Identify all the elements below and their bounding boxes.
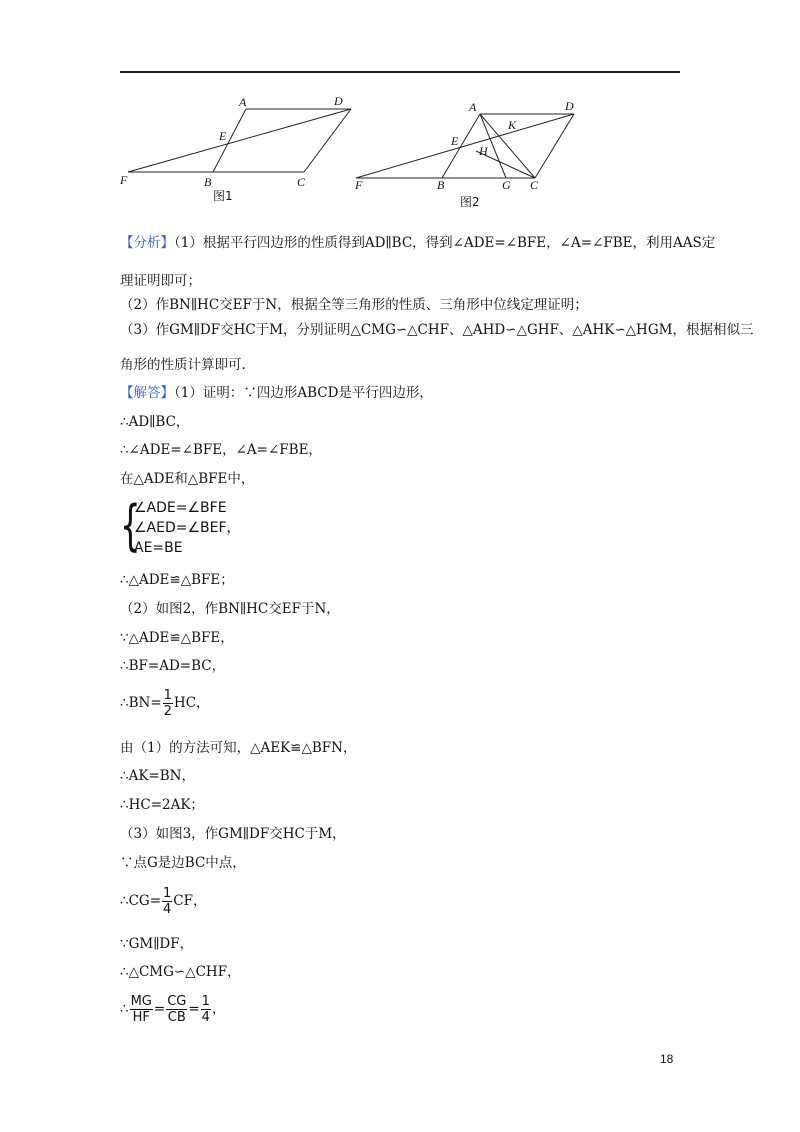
point-label-d: D: [334, 94, 343, 108]
system-row-2-text: ∠AED=∠BEF: [134, 520, 227, 536]
point-label-g: G: [502, 178, 511, 192]
point-label-c: C: [530, 178, 539, 192]
point-label-e: E: [219, 129, 227, 143]
cg-prefix: ∴CG=: [120, 893, 162, 909]
figure-2: [345, 92, 595, 212]
solution-line-1: [120, 384, 433, 402]
solution-tag: 【解答】: [120, 385, 174, 401]
ratio-suffix: ，: [211, 1001, 226, 1017]
figure-1-diagram: [115, 90, 355, 208]
system-row-1: ∠ADE=∠BFE: [134, 500, 227, 516]
fraction-one-half: [163, 688, 173, 719]
system-row-3: AE=BE: [134, 540, 183, 556]
analysis-line-2: 理证明即可；: [120, 273, 201, 289]
point-label-h: H: [479, 144, 488, 158]
fraction-numerator: 1: [163, 688, 172, 703]
solution-line-13: （3）如图3，作GM∥DF交HC于M，: [120, 826, 346, 842]
fraction-denominator: 4: [163, 902, 172, 917]
point-label-c: C: [297, 175, 306, 189]
solution-line-2: ∴AD∥BC，: [120, 414, 190, 430]
fraction-cg-cb: [166, 994, 187, 1025]
point-label-e: E: [451, 134, 459, 148]
solution-line-10: 由（1）的方法可知，△AEK≌△BFN，: [120, 740, 357, 756]
fraction-denominator: HF: [132, 1010, 150, 1025]
fraction-numerator: 1: [163, 886, 172, 901]
point-label-d: D: [565, 99, 574, 113]
point-label-k: K: [508, 118, 517, 132]
point-label-f: F: [120, 173, 128, 187]
solution-line-18: [120, 994, 225, 1025]
fraction-denominator: 2: [163, 704, 172, 719]
system-row-2-tail: ，: [226, 520, 241, 536]
point-label-a: A: [469, 100, 477, 114]
analysis-line-3: （2）作BN∥HC交EF于N，根据全等三角形的性质、三角形中位线定理证明；: [120, 297, 588, 313]
figure-2-diagram: [345, 92, 595, 212]
page-number: 18: [660, 1052, 674, 1066]
solution-line-17: ∴△CMG∽△CHF，: [120, 964, 241, 980]
analysis-tag: 【分析】: [120, 235, 174, 251]
solution-line-4: 在△ADE和△BFE中，: [120, 471, 255, 487]
fraction-denominator: 4: [201, 1010, 210, 1025]
brace-symbol: {: [120, 494, 141, 557]
solution-line-15: [120, 886, 207, 917]
point-label-a: A: [239, 95, 247, 109]
solution-line-12: ∴HC=2AK；: [120, 797, 204, 813]
solution-line-14: ∵点G是边BC中点，: [120, 855, 246, 871]
point-label-f: F: [355, 178, 363, 192]
fraction-mg-hf: [130, 994, 153, 1025]
equals-sign: =: [188, 1001, 200, 1017]
fraction-numerator: MG: [130, 994, 152, 1009]
fraction-denominator: CB: [167, 1010, 186, 1025]
bn-suffix: HC，: [173, 695, 210, 711]
point-label-b: B: [437, 178, 445, 192]
system-row-2: [134, 519, 241, 537]
point-label-b: B: [204, 175, 212, 189]
solution-line-6: （2）如图2，作BN∥HC交EF于N，: [120, 601, 340, 617]
solution-line-7: ∵△ADE≌△BFE，: [120, 630, 234, 646]
bn-prefix: ∴BN=: [120, 695, 162, 711]
figure-2-caption: 图2: [460, 195, 480, 209]
solution-line-16: ∵GM∥DF，: [120, 936, 194, 952]
figure-1: [115, 90, 355, 208]
fraction-one-quarter: [201, 994, 211, 1025]
solution-text-1: （1）证明：∵四边形ABCD是平行四边形，: [174, 385, 433, 401]
analysis-line-1: [120, 234, 715, 252]
equals-sign: =: [153, 1001, 166, 1017]
fraction-numerator: 1: [201, 994, 210, 1009]
cg-suffix: CF，: [173, 893, 207, 909]
analysis-line-5: 角形的性质计算即可.: [120, 357, 246, 373]
solution-line-3: ∴∠ADE=∠BFE，∠A=∠FBE，: [120, 442, 322, 458]
solution-line-5: ∴△ADE≌△BFE；: [120, 572, 234, 588]
analysis-text-1a: （1）根据平行四边形的性质得到AD∥BC，得到∠ADE=∠BFE，∠A=∠FBE，利用AAS定: [174, 235, 716, 251]
fraction-one-quarter: [162, 886, 172, 917]
solution-line-11: ∴AK=BN，: [120, 768, 195, 784]
header-rule: [120, 71, 680, 73]
solution-line-9: [120, 688, 210, 719]
figure-1-caption: 图1: [213, 189, 233, 203]
fraction-numerator: CG: [167, 994, 187, 1009]
analysis-line-4: （3）作GM∥DF交HC于M，分别证明△CMG∽△CHF、△AHD∽△GHF、△AHK∽△HGM，根据相似三: [120, 322, 754, 338]
solution-line-8: ∴BF=AD=BC，: [120, 658, 226, 674]
ratio-prefix: ∴: [120, 1001, 129, 1017]
